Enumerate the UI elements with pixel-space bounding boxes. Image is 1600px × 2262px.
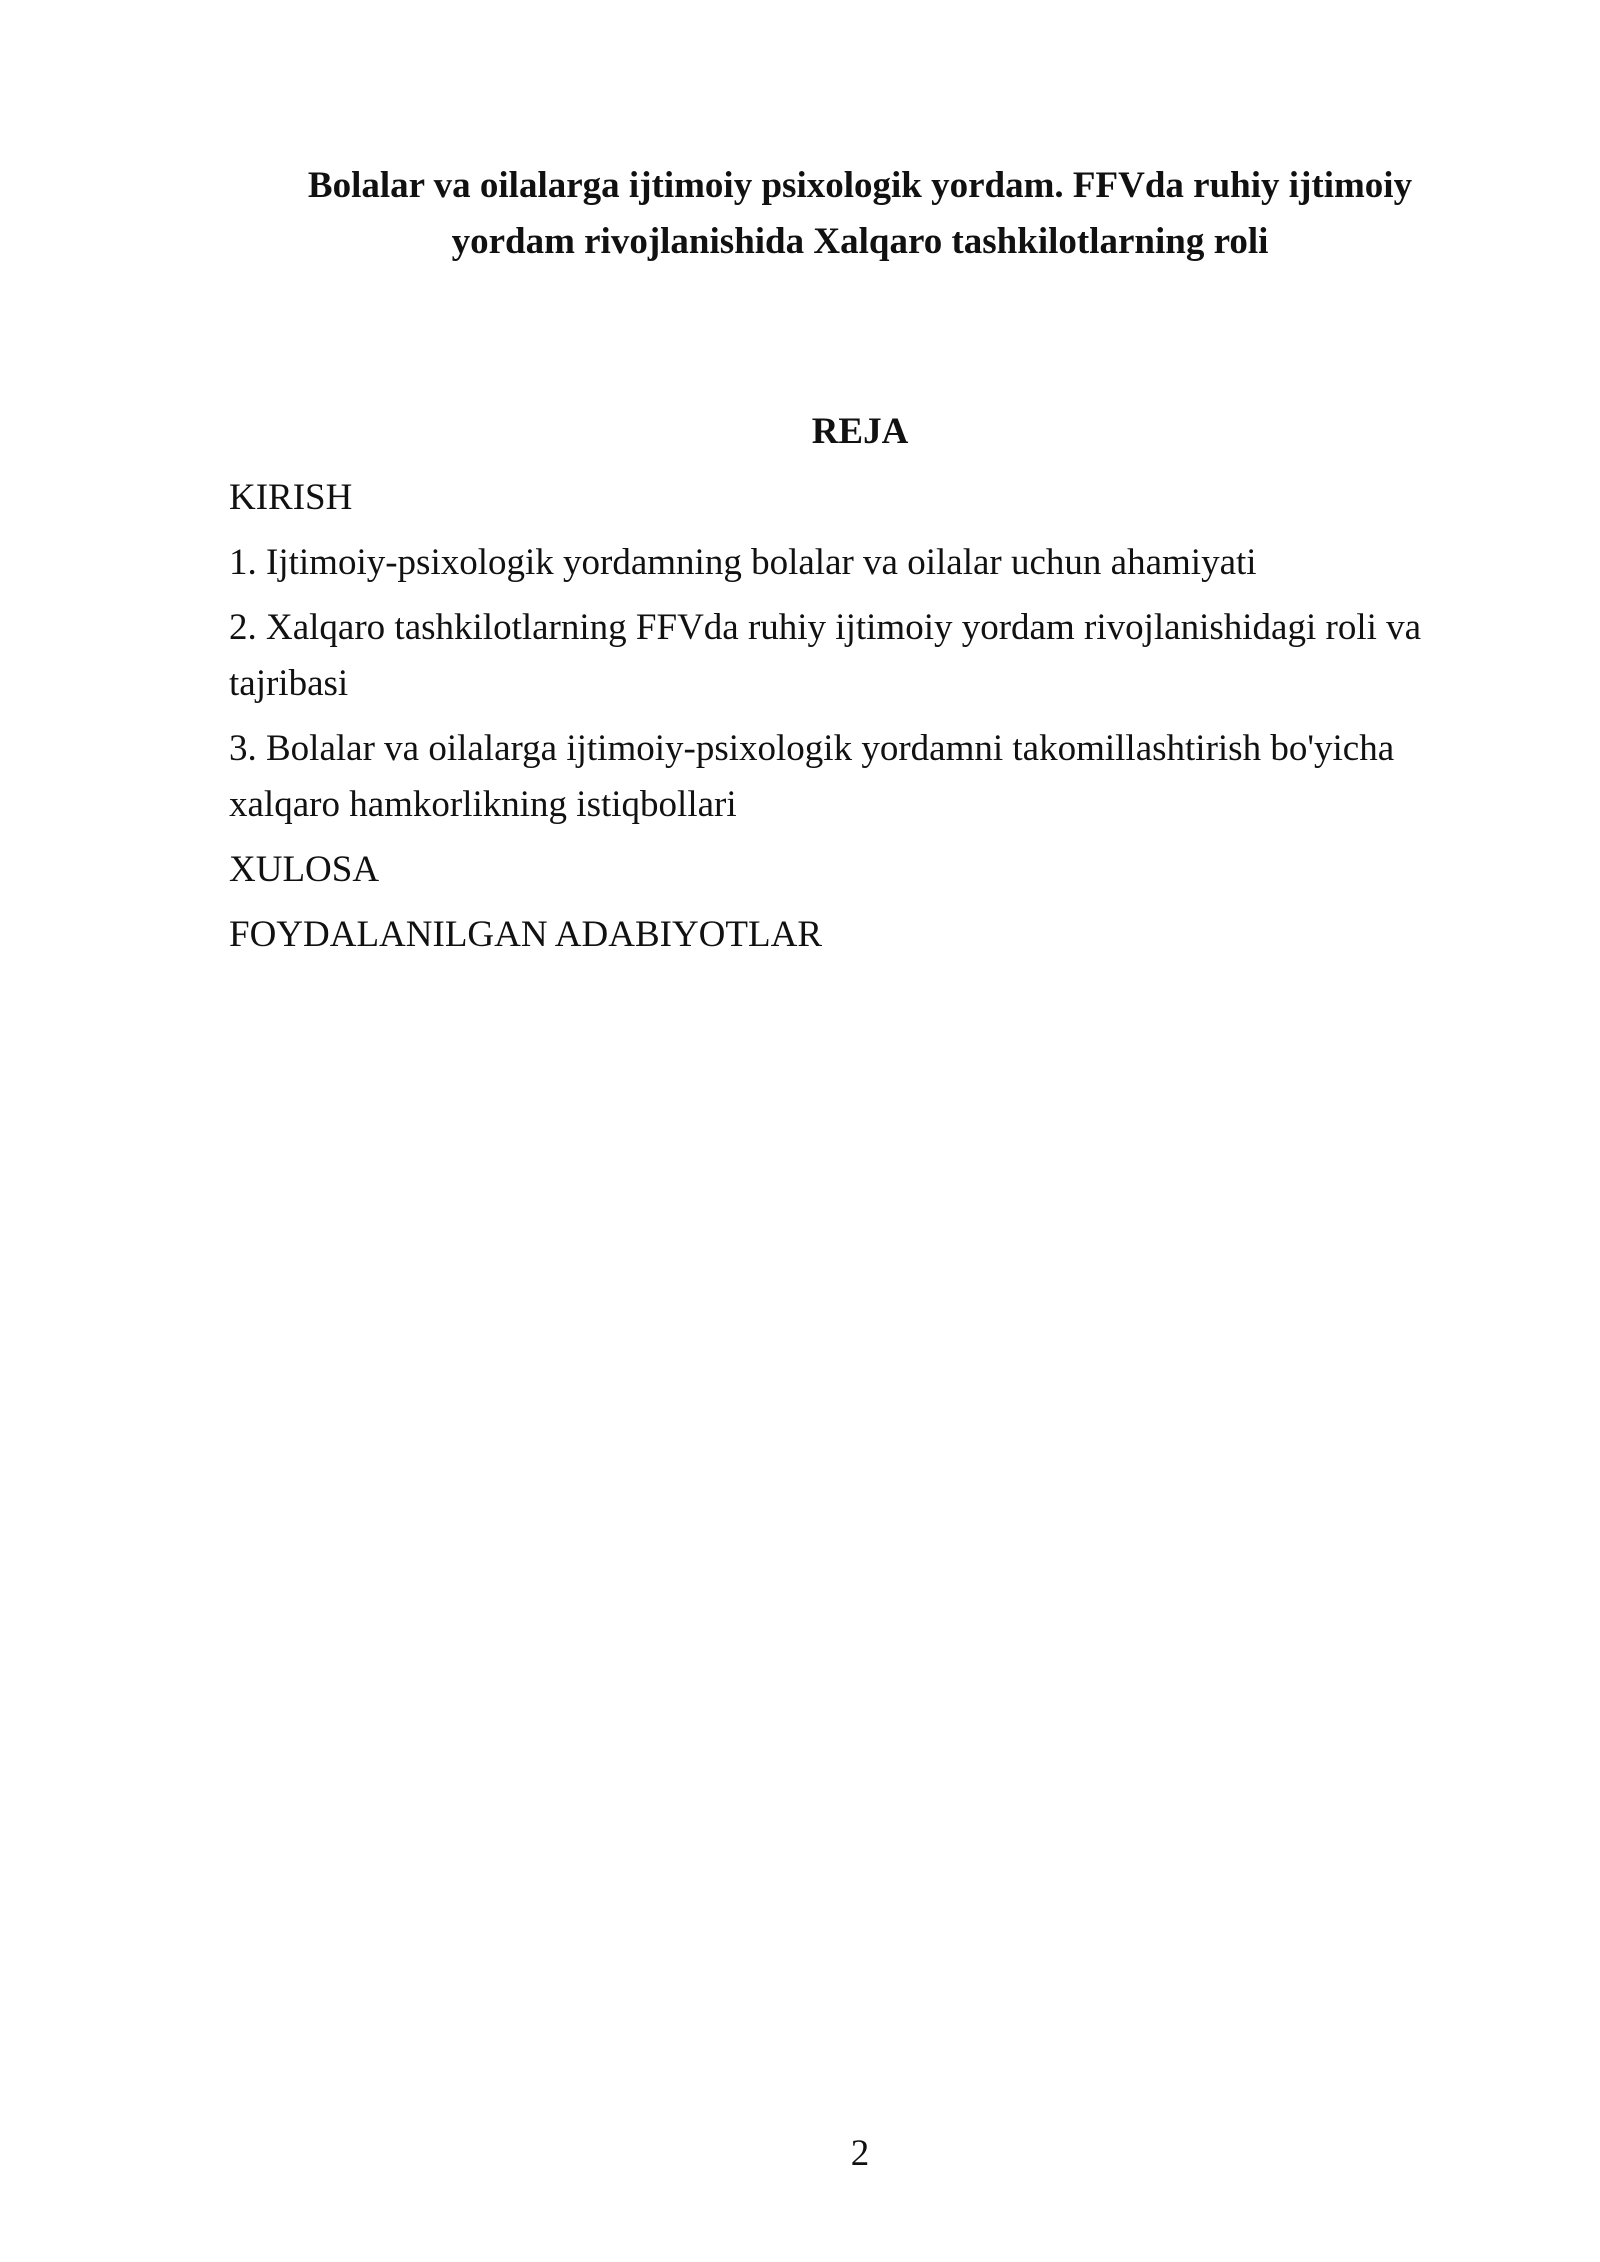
plan-item-introduction: KIRISH: [229, 477, 353, 518]
plan-list: [229, 470, 1479, 972]
plan-heading: REJA: [811, 411, 909, 452]
plan-item-conclusion: XULOSA: [229, 849, 380, 890]
document-title-line-1: Bolalar va oilalarga ijtimoiy psixologik yordam. FFVda ruhiy ijtimoiy: [307, 165, 1413, 206]
page-number: 2: [850, 2133, 870, 2174]
plan-item-2: 2. Xalqaro tashkilotlarning FFVda ruhiy ijtimoiy yordam rivojlanishidagi roli va tajribasi: [229, 607, 1422, 704]
document-title-line-2: yordam rivojlanishida Xalqaro tashkilotlarning roli: [451, 221, 1269, 262]
plan-item-1: 1. Ijtimoiy-psixologik yordamning bolalar va oilalar uchun ahamiyati: [229, 542, 1257, 583]
document-title: [230, 158, 1490, 270]
plan-item-3: 3. Bolalar va oilalarga ijtimoiy-psixologik yordamni takomillashtirish bo'yicha xalqaro hamkorlikning istiqbollari: [229, 728, 1395, 825]
plan-item-references: FOYDALANILGAN ADABIYOTLAR: [229, 914, 822, 955]
